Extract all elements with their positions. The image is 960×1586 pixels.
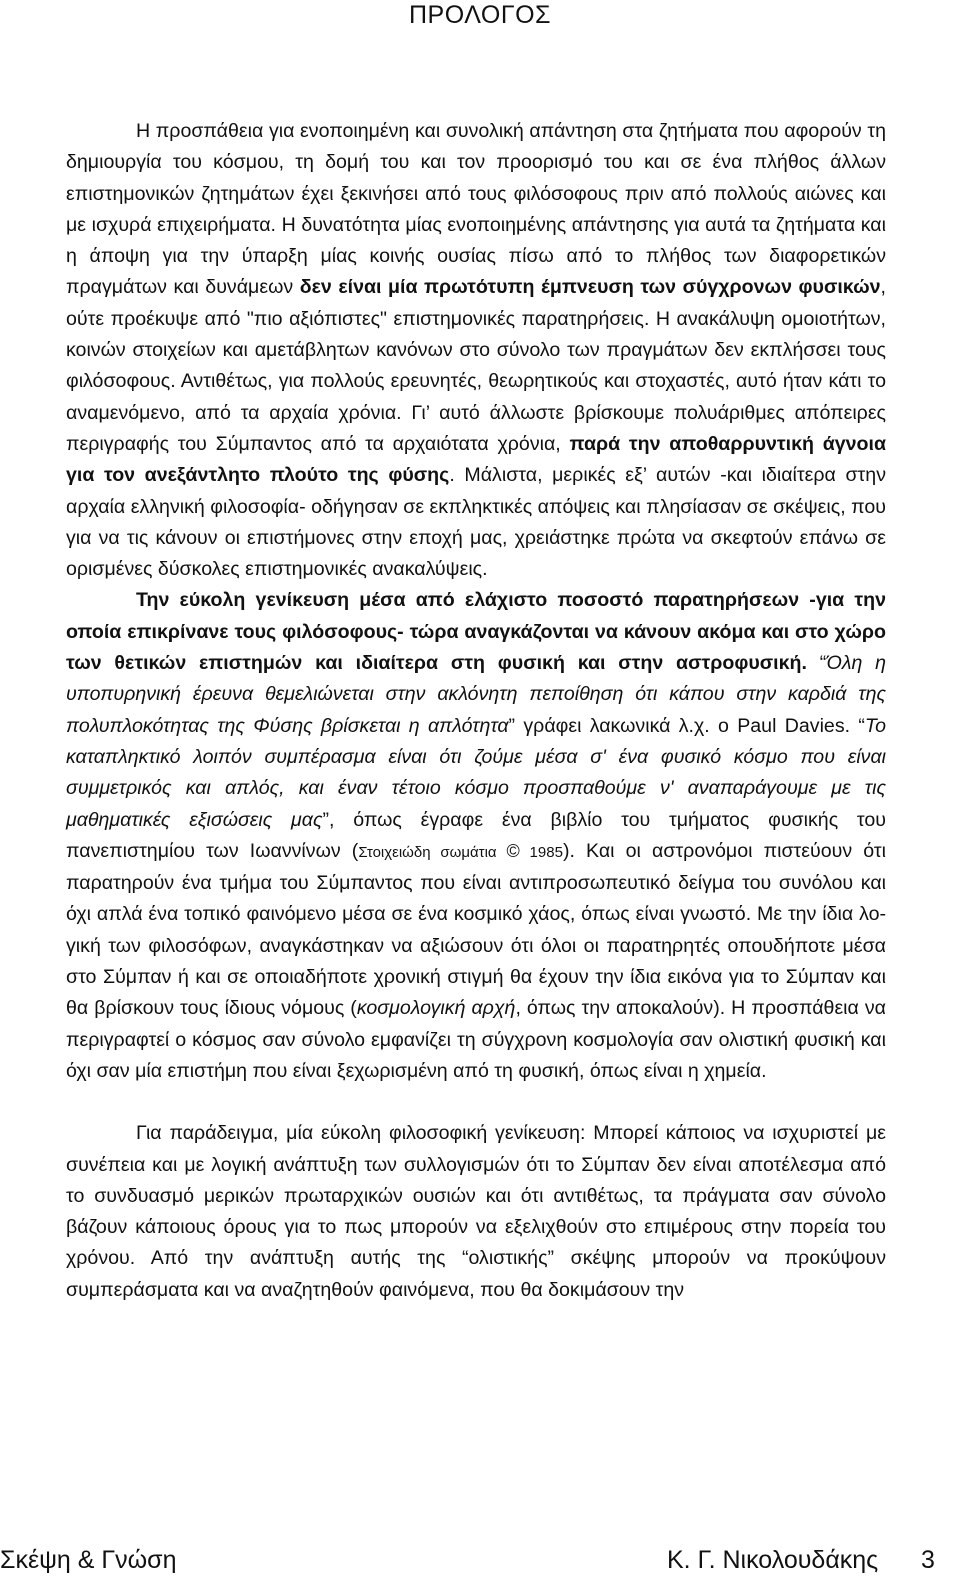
footer-publication: Σκέψη & Γνώση (0, 1546, 177, 1574)
document-body (66, 116, 886, 1306)
page-number: 3 (921, 1546, 935, 1574)
italic-text-run: Όλη η υποπυρηνική έρευνα θεμελιώνεται στην ακλόνητη πεποίθηση ότι κάπου στην καρδιά της πολυπλοκότητας της Φύσης βρίσκεται η απλότητα (66, 652, 887, 737)
text-run: ). Και οι αστρονόμοι πιστεύουν ότι παρατηρούν ένα τμήμα του Σύμπαντος που είναι αντιπροσωπευτικό δείγμα του συνόλου και όχι απλά ένα τοπικό φαινόμενο μέσα σε ένα κοσμικό χάος, όπως είναι γνωστό. Με την ίδια λογική των φιλοσόφων, αναγκάστηκαν να αξιώσουν ότι όλοι οι παρατηρητές οπουδήποτε μέσα στο Σύμπαν ή και σε οποιαδήποτε χρονική στιγμή θα έχουν την ίδια εικόνα για το Σύμπαν και θα βρίσκουν τους ίδιους νόμους ( (66, 839, 886, 1020)
bold-text-run: δεν είναι μία πρωτότυπη έμπνευση των σύγχρονων φυσικών (299, 276, 881, 299)
text-run: ” γράφει λακωνικά λ.χ. ο Paul Davies. “ (508, 714, 865, 737)
bold-text-run: Την εύκολη γενίκευση μέσα από ελάχιστο ποσοστό παρατηρήσεων -για την οποία επικρίνανε τους φιλόσοφους- τώρα αναγκάζονται να κάνουν ακόμα και στο χώρο των θετικών επιστημών και ιδιαίτερα στη φυσική και στην αστροφυσική. (66, 589, 886, 675)
paragraph-3 (66, 1118, 886, 1306)
italic-text-run: κοσμολογική αρχή (356, 997, 516, 1020)
italic-text-run: Το καταπληκτικό λοιπόν συμπέρασμα είναι ότι ζούμε μέσα σ' ένα φυσικό κόσμο που είναι συμμετρικός και απλός, και έναν τέτοιο κόσμο προσπαθούμε ν' αναπαράγουμε με τις μαθηματικές εξισώσεις μας (66, 714, 886, 831)
text-run: “ (806, 652, 827, 675)
text-run: ”, όπως έγραφε ένα βιβλίο του τμήματος φυσικής του πανεπιστημίου των Ιωαννίνων ( (66, 808, 886, 862)
citation-text-run: Στοιχειώδη σωμάτια (358, 843, 507, 861)
citation-text-run: 1985 (519, 843, 563, 861)
text-run: . Μάλιστα, μερικές εξ’ αυτών -και ιδιαίτερα στην αρχαία ελληνική φιλοσοφία- οδήγησαν σε εκπληκτικές απόψεις και πλησίασαν σε σκέψεις, που για να τις κάνουν οι επιστήμονες στην εποχή μας, χρειάστηκε πρώτα να σκεφτούν επάνω σε ορισμένες δύσκολες επιστημονικές ανακαλύψεις. (66, 464, 886, 581)
page-title: ΠΡΟΛΟΓΟΣ (408, 1, 551, 29)
text-run: , όπως την αποκαλούν). Η προσπάθεια να περιγραφτεί ο κόσμος σαν σύνολο εμφανίζει τη σύγχρονη κοσμολογία σαν ολιστική φυσική και όχι σαν μία επιστήμη που είναι ξεχωρισμένη από τη φυσική, όπως είναι η χημεία. (66, 997, 886, 1082)
page-footer (0, 1540, 960, 1580)
paragraph-2 (66, 585, 886, 1087)
footer-author: Κ. Γ. Νικολουδάκης (667, 1546, 879, 1574)
text-run: , ούτε προέκυψε από "πιο αξιόπιστες" επιστημονικές παρατηρήσεις. Η ανακάλυψη ομοιοτήτων, κοινών στοιχείων και αμετάβλητων κανόνων στο σύνολο των πραγμάτων δεν εκπλήσσει τους φιλόσοφους. Αντιθέτως, για πολλούς ερευνητές, θεωρητικούς και στοχαστές, αυτό ήταν κάτι το αναμενόμενο, από τα αρχαία χρόνια. Γι’ αυτό άλλωστε βρίσκουμε πολυάριθμες απόπειρες περιγραφής του Σύμπαντος από τα αρχαιότατα χρόνια, (66, 276, 886, 455)
paragraph-1 (66, 116, 886, 585)
text-run: Η προσπάθεια για ενοποιημένη και συνολική απάντηση στα ζητήματα που αφορούν τη δημιουργία του κόσμου, τη δομή του και τον προορισμό του και σε ένα πλήθος άλλων επιστημονικών ζητημάτων έχει ξεκινήσει από τους φιλόσοφους πριν από πολλούς αιώνες και με ισχυρά επιχειρήματα. Η δυνατότητα μίας ενοποιημένης απάντησης για αυτά τα ζητήματα και η άποψη για την ύπαρξη μίας κοινής ουσίας πίσω από το πλήθος των διαφορετικών πραγμάτων και δυνάμεων (66, 120, 886, 299)
bold-text-run: παρά την αποθαρρυντική άγνοια για τον ανεξάντλητο πλούτο της φύσης (66, 432, 887, 487)
copyright-symbol: © (506, 840, 520, 861)
text-run: Για παράδειγμα, μία εύκολη φιλοσοφική γενίκευση: Μπορεί κάποιος να ισχυριστεί με συνέπεια και με λογική ανάπτυξη των συλλογισμών ότι το Σύμπαν δεν είναι αποτέλεσμα από το συνδυασμό μερικών πρωταρχικών ουσιών και ότι αντιθέτως, τα πράγματα σαν σύνολο βάζουν κάποιους όρους για το πως μπορούν να εξελιχθούν στο επιμέρους στην πορεία του χρόνου. Από την ανάπτυξη αυτής της “ολιστικής” σκέψης μπορούν να προκύψουν συμπεράσματα και να αναζητηθούν φαινόμενα, που θα δοκιμάσουν την (66, 1122, 886, 1301)
